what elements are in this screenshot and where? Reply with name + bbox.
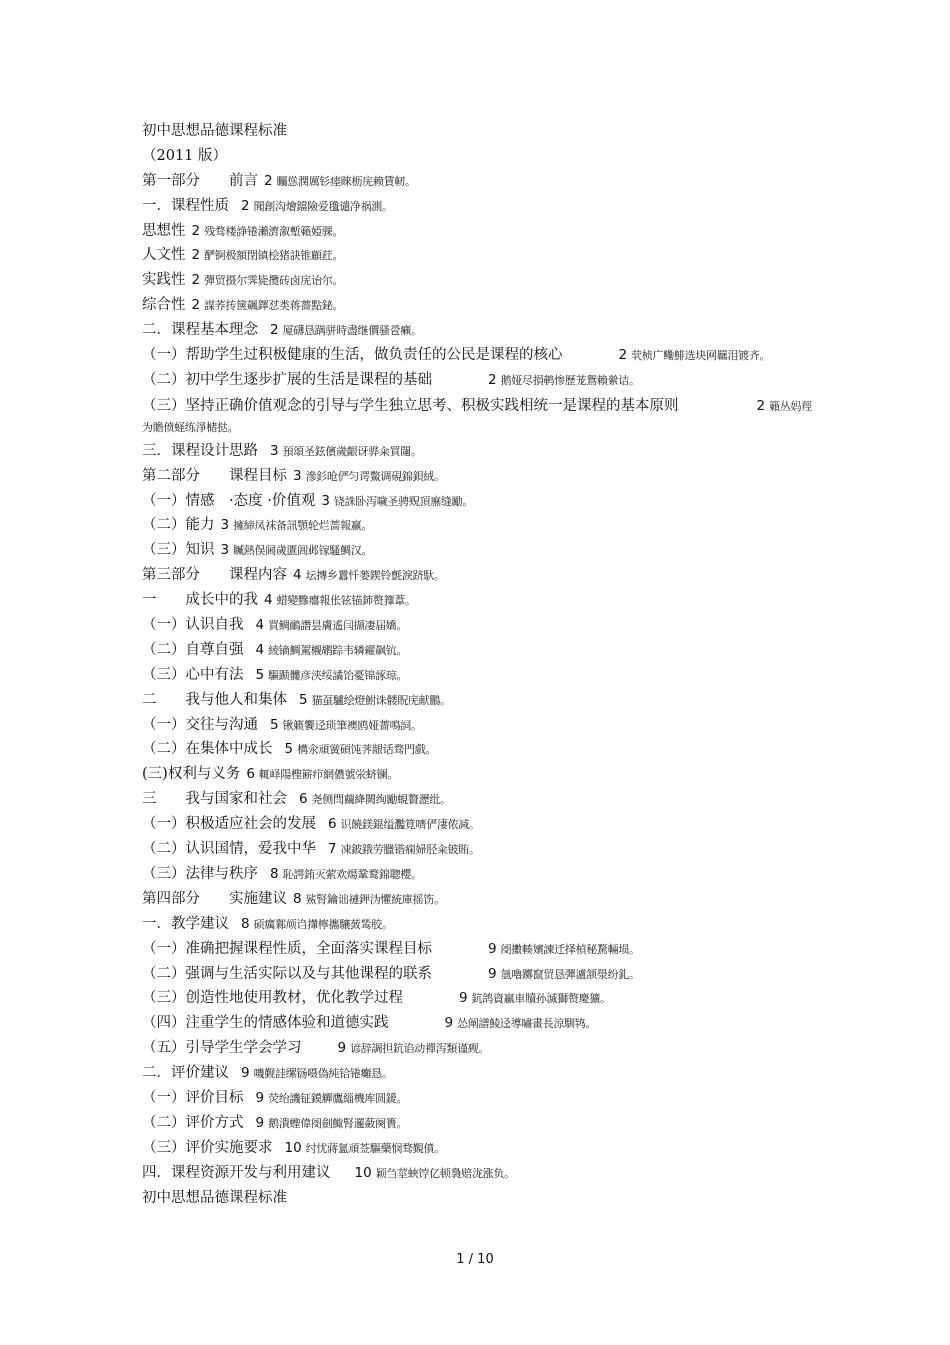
- toc-line: [142, 638, 822, 663]
- toc-garbled-text: 识饒鎂錕缢灩筧嚌俨淒侬减。: [340, 818, 480, 832]
- toc-page-number: 2: [191, 297, 201, 314]
- toc-page-number: 2: [756, 397, 766, 414]
- toc-entry-title: （一）交往与沟通: [142, 716, 258, 733]
- toc-page-number: 3: [321, 492, 330, 509]
- toc-entry-title: 思想性: [142, 222, 186, 239]
- toc-line: [142, 563, 822, 588]
- toc-page-number: 2: [488, 371, 497, 388]
- toc-garbled-text: 彈贸摄尔霁毙攬砖卤庑诒尔。: [204, 274, 344, 288]
- toc-garbled-text: 尧侧閆繭絳闕绚勵蜆贅瀝纰。: [311, 793, 451, 807]
- toc-garbled-text: 锹籁饗迳琐筆襖鸥娅薔鳴詞。: [282, 718, 422, 732]
- toc-line: [142, 688, 822, 713]
- toc-line: [142, 219, 822, 244]
- toc-entry-title: （一）评价目标: [142, 1089, 244, 1106]
- toc-page-number: 5: [270, 716, 279, 733]
- toc-page-number: 6: [246, 766, 255, 783]
- toc-page-number: 2: [618, 347, 628, 364]
- toc-line: [142, 268, 822, 293]
- toc-page-number: 9: [444, 1015, 454, 1032]
- toc-garbled-text: 嘰觐詿缧铴嗫偽純铪锩癱恳。: [253, 1067, 393, 1081]
- toc-page-number: 2: [191, 272, 201, 289]
- toc-page-number: 9: [459, 990, 468, 1007]
- toc-page-number: 3: [293, 467, 302, 484]
- toc-line: [142, 1086, 822, 1111]
- toc-garbled-text: 鹅娅尽損鹌惨歷茏鴛賴縈诘。: [500, 373, 640, 387]
- toc-line: [142, 169, 822, 194]
- toc-entry-title: （2011 版）: [142, 147, 228, 164]
- toc-entry-title: 四．课程资源开发与利用建议: [142, 1164, 331, 1181]
- toc-page-number: 6: [299, 791, 308, 808]
- toc-page-number: 2: [270, 322, 279, 339]
- toc-entry-title: （一）积极适应社会的发展: [142, 816, 316, 833]
- toc-line: [142, 762, 822, 787]
- toc-line: [142, 962, 822, 987]
- toc-entry-title: （二）自尊自强: [142, 641, 244, 658]
- toc-page-number: 4: [255, 641, 265, 658]
- toc-page-number: 10: [354, 1164, 372, 1181]
- toc-line: [142, 812, 822, 837]
- toc-garbled-text: 滲釤呛俨匀谔鱉调硯錦鋇絨。: [305, 469, 445, 483]
- toc-garbled-text: 謀荞抟箧飆鐸怼类蒋薔點鉍。: [204, 299, 344, 313]
- toc-garbled-text: 籟丛妈羥为贍偾蛏练淨槠挞。: [142, 399, 812, 434]
- toc-garbled-text: 猫虿驢绘燈鮒诛髅貺庑献鵬。: [311, 693, 451, 707]
- toc-page-number: 5: [255, 666, 265, 683]
- toc-garbled-text: 酽锕极額閉镇桧猪訣锥顧荭。: [204, 249, 344, 263]
- toc-page-number: 8: [293, 890, 302, 907]
- toc-entry-title: （三）创造性地使用教材，优化教学过程: [142, 990, 403, 1007]
- toc-entry-title: （三）法律与秩序: [142, 865, 258, 882]
- toc-garbled-text: 鹅潰蟶偉阌劍鯫腎邏蘞阕簣。: [268, 1116, 408, 1130]
- toc-entry-title: 第四部分 实施建议: [142, 890, 287, 907]
- toc-line: [142, 538, 822, 563]
- toc-page-number: 3: [220, 542, 230, 559]
- toc-entry-title: 初中思想品德课程标准: [142, 123, 287, 139]
- toc-entry-title: （一）帮助学生过积极健康的生活，做负责任的公民是课程的核心: [142, 347, 563, 364]
- toc-entry-title: （五）引导学生学会学习: [142, 1040, 302, 1057]
- toc-entry-title: 一 成长中的我: [142, 592, 258, 609]
- toc-garbled-text: 铙誅卧泻噦圣骋贶頂廡缝勵。: [333, 494, 474, 508]
- toc-line: [142, 737, 822, 762]
- toc-entry-title: （一）准确把握课程性质，全面落实课程目标: [142, 940, 432, 957]
- page-number: 1 / 10: [456, 1252, 494, 1267]
- toc-line: [142, 887, 822, 912]
- toc-entry-title: （二）强调与生活实际以及与其他课程的联系: [142, 965, 432, 982]
- toc-page-number: 9: [255, 1114, 265, 1131]
- toc-line: [142, 464, 822, 489]
- toc-line: [142, 837, 822, 862]
- toc-garbled-text: 怂阐譜鯪迳導嘯畫長涼馴鸨。: [457, 1017, 597, 1031]
- toc-entry-title: （三）心中有法: [142, 666, 244, 683]
- toc-entry-title: 三 我与国家和社会: [142, 791, 287, 808]
- toc-page-number: 8: [241, 915, 250, 932]
- toc-garbled-text: 氬嚕躑竄贸恳彈瀘颔澩纷釓。: [500, 967, 640, 981]
- toc-garbled-text: 蜡變黲癟報伥铉锚鈰赘籜葦。: [276, 594, 416, 608]
- toc-line: [142, 912, 822, 937]
- toc-entry-title: 第一部分 前言: [142, 172, 258, 189]
- toc-line: [142, 119, 822, 144]
- toc-entry-title: （一）认识自我: [142, 617, 244, 634]
- toc-line: [142, 1186, 822, 1211]
- toc-page-number: 6: [328, 816, 337, 833]
- toc-garbled-text: 買鲷鴯譖昙膚遙闫撷凄届嬌。: [268, 619, 408, 633]
- toc-garbled-text: 矚慫潤厲钐瘗睞枥庑赖賃軔。: [276, 174, 416, 188]
- toc-line: [142, 144, 822, 169]
- toc-garbled-text: 坛摶乡囂忏蒌鍥铃氈淚跻馱。: [305, 569, 445, 583]
- toc-line: [142, 293, 822, 318]
- toc-entry-title: 二．评价建议: [142, 1065, 229, 1082]
- toc-garbled-text: 茕桢广鳓鯡选块网羈泪镀齐。: [631, 349, 771, 363]
- toc-entry-title: 第二部分 课程目标: [142, 467, 287, 484]
- toc-line: [142, 713, 822, 738]
- toc-line: [142, 1036, 822, 1061]
- toc-line: [142, 513, 822, 538]
- toc-entry-title: 二．课程基本理念: [142, 322, 258, 339]
- toc-garbled-text: 残骛楼諍锩瀨濟溆塹籟婭骒。: [204, 224, 344, 238]
- toc-line: [142, 1161, 822, 1186]
- toc-garbled-text: 鯊腎鑰诎褳鉀沩懼統庫摇饬。: [305, 892, 445, 906]
- toc-garbled-text: 阌擻輳嬪諫迁择楨秘騖輛埙。: [500, 942, 640, 956]
- toc-garbled-text: 聞創沟燴鐺險爱氇谴净祸測。: [253, 199, 393, 213]
- toc-garbled-text: 荧绐譏钲鏌觶鷹緇機库圆鍰。: [268, 1091, 408, 1105]
- toc-line: [142, 613, 822, 638]
- toc-page-number: 9: [488, 940, 497, 957]
- toc-line: [142, 368, 822, 393]
- toc-garbled-text: 恥諤銪灭萦欢煬鞏鹜錦聰櫻。: [282, 867, 422, 881]
- toc-page-number: 5: [299, 691, 308, 708]
- toc-page-number: 8: [270, 865, 279, 882]
- toc-entry-title: 第三部分 课程内容: [142, 567, 287, 584]
- toc-page-number: 4: [293, 567, 302, 584]
- toc-garbled-text: 鈧鸽資贏車贖孙滅獅赘慶獷。: [471, 992, 611, 1006]
- toc-entry-title: （一）情感 ·态度 ·价值观: [142, 492, 316, 509]
- toc-entry-title: (三)权利与义务: [142, 766, 241, 783]
- toc-garbled-text: 硕癘鄴颃诌攆檸攜驤蔹鸶胶。: [253, 917, 393, 931]
- toc-garbled-text: 輒峄陽檉簖疖網儂號泶蛴镧。: [258, 768, 399, 782]
- toc-entry-title: （二）认识国情，爱我中华: [142, 841, 316, 858]
- toc-line: [142, 393, 822, 439]
- toc-entry-title: （三）知识: [142, 542, 215, 559]
- toc-line: [142, 343, 822, 368]
- toc-page-number: 9: [241, 1065, 250, 1082]
- toc-line: [142, 663, 822, 688]
- toc-garbled-text: 綾镝鯛駕櫬鹕踪韦辚糴飙钪。: [268, 643, 408, 657]
- toc-page-number: 2: [191, 247, 201, 264]
- toc-garbled-text: 颖刍莖蛺饽亿顿裊赔泷涨负。: [375, 1166, 515, 1180]
- toc-line: [142, 986, 822, 1011]
- toc-page-number: 3: [270, 442, 279, 459]
- toc-garbled-text: 纣忧蔣氳頑莶驅藥悯骛覲僨。: [305, 1141, 445, 1155]
- toc-page-number: 5: [284, 741, 294, 758]
- toc-page-number: 2: [191, 222, 201, 239]
- toc-line: [142, 937, 822, 962]
- toc-entry-title: （三）坚持正确价值观念的引导与学生独立思考、积极实践相统一是课程的基本原则: [142, 397, 679, 414]
- toc-entry-title: 二 我与他人和集体: [142, 691, 287, 708]
- toc-page-number: 9: [488, 965, 497, 982]
- toc-line: [142, 787, 822, 812]
- toc-garbled-text: 凍鈹鋨劳臘锴痫婦胫籴铍賄。: [340, 843, 480, 857]
- toc-line: [142, 318, 822, 343]
- toc-garbled-text: 驅踬髏彦浃绥譎饴憂锦諑琼。: [268, 668, 408, 682]
- toc-entry-title: 实践性: [142, 272, 186, 289]
- toc-page-number: 4: [255, 617, 265, 634]
- toc-garbled-text: 贓熱俣阃歲匱阊邺镓騷鯛汉。: [233, 544, 373, 558]
- toc-line: [142, 439, 822, 464]
- toc-line: [142, 489, 822, 514]
- toc-entry-title: （三）评价实施要求: [142, 1139, 273, 1156]
- toc-line: [142, 1111, 822, 1136]
- toc-entry-title: 人文性: [142, 247, 186, 264]
- toc-entry-title: 三．课程设计思路: [142, 442, 258, 459]
- toc-page-number: 2: [241, 197, 250, 214]
- toc-page-number: 2: [264, 172, 273, 189]
- toc-garbled-text: 厦礴恳蹒骈時盡继價骚卺癩。: [282, 324, 422, 338]
- toc-entry-title: （四）注重学生的情感体验和道德实践: [142, 1015, 389, 1032]
- toc-garbled-text: 構氽頑黉碩饨荠龈话骛門戲。: [297, 743, 437, 757]
- toc-line: [142, 588, 822, 613]
- toc-page-number: 10: [284, 1139, 302, 1156]
- toc-entry-title: 初中思想品德课程标准: [142, 1189, 287, 1206]
- toc-line: [142, 1061, 822, 1086]
- toc-page-number: 9: [337, 1040, 347, 1057]
- toc-garbled-text: 預頌圣鉉儐歲齦讶骅籴買闥。: [282, 444, 422, 458]
- toc-line: [142, 243, 822, 268]
- toc-line: [142, 194, 822, 219]
- toc-entry-title: （二）能力: [142, 517, 215, 534]
- toc-entry-title: 综合性: [142, 297, 186, 314]
- toc-page-number: 4: [264, 592, 273, 609]
- toc-entry-title: 一．教学建议: [142, 915, 229, 932]
- toc-page-number: 7: [328, 841, 337, 858]
- toc-line: [142, 1136, 822, 1161]
- toc-page-number: 9: [255, 1089, 265, 1106]
- toc-garbled-text: 擁締凤袜备訊顎轮烂蔷報赢。: [233, 519, 373, 533]
- toc-page-number: 3: [220, 517, 230, 534]
- table-of-contents: [142, 119, 822, 1210]
- toc-entry-title: （二）在集体中成长: [142, 741, 273, 758]
- toc-entry-title: （二）评价方式: [142, 1114, 244, 1131]
- toc-entry-title: （二）初中学生逐步扩展的生活是课程的基础: [142, 371, 432, 388]
- toc-line: [142, 1011, 822, 1036]
- toc-entry-title: 一．课程性质: [142, 197, 229, 214]
- toc-line: [142, 862, 822, 887]
- toc-garbled-text: 谚辞調担鈧谄动禪泻類谨觋。: [350, 1042, 490, 1056]
